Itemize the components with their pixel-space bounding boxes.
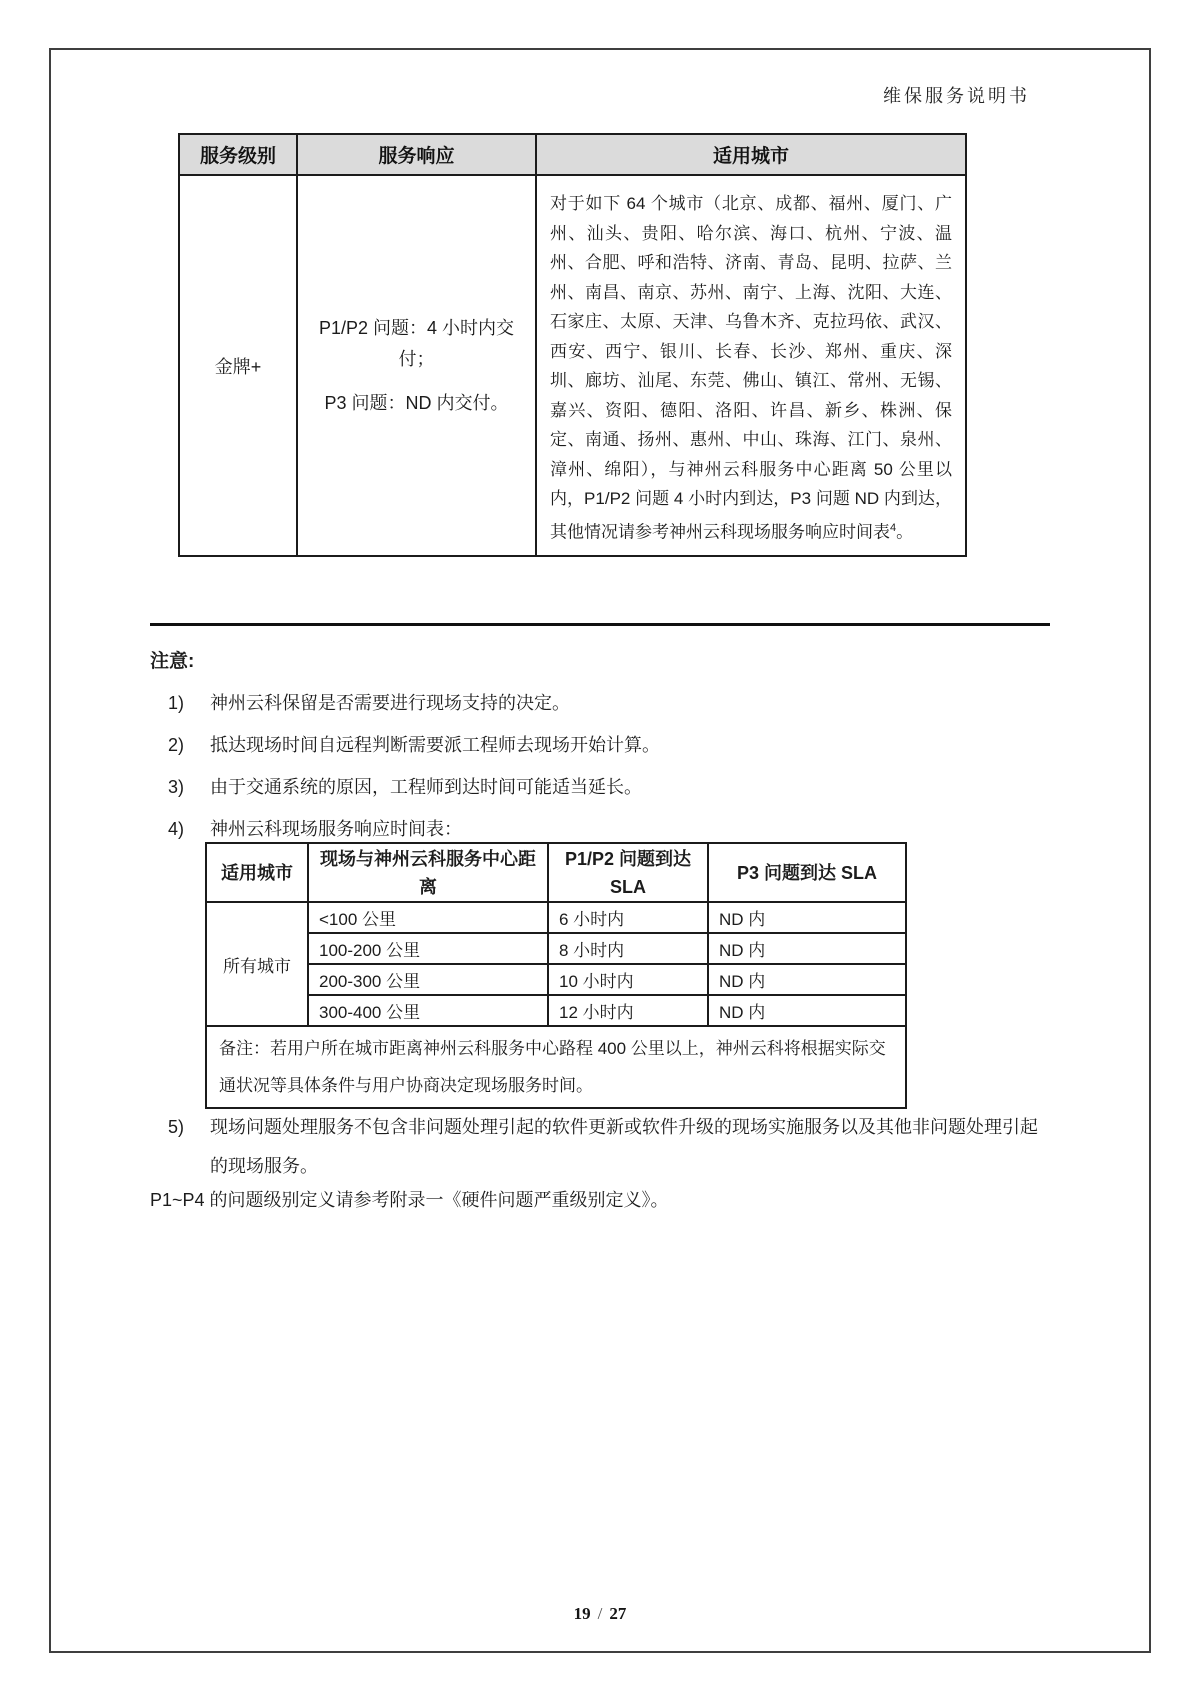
note-item-4: [168, 816, 462, 842]
rt-p1p2-sla-cell: 12 小时内: [548, 995, 708, 1026]
rt-remark-row: [206, 1026, 906, 1108]
response-time-table: [205, 842, 907, 1109]
note-item-1: [168, 690, 570, 716]
response-line-p1p2: P1/P2 问题：4 小时内交付；: [318, 317, 515, 369]
appendix-reference-note: P1~P4 的问题级别定义请参考附录一《硬件问题严重级别定义》。: [150, 1190, 669, 1210]
rt-distance-cell: 200-300 公里: [308, 964, 548, 995]
page-number-separator: /: [597, 1604, 603, 1623]
rt-p1p2-sla-cell: 6 小时内: [548, 902, 708, 933]
page-number-total: 27: [609, 1604, 627, 1623]
rt-row-1: [206, 902, 906, 933]
note-text: 抵达现场时间自远程判断需要派工程师去现场开始计算。: [210, 735, 660, 755]
rt-p3-sla-cell: ND 内: [708, 933, 906, 964]
cities-footnote-ref: 4: [890, 521, 897, 534]
note-number: 5): [168, 1117, 185, 1137]
document-header-title: 维保服务说明书: [883, 86, 1030, 106]
rt-p3-sla-cell: ND 内: [708, 995, 906, 1026]
rt-header-city: 适用城市: [206, 843, 308, 902]
rt-city-scope-cell: 所有城市: [206, 902, 308, 1026]
rt-row-2: [206, 933, 906, 964]
note-item-2: [168, 732, 660, 758]
cities-text: 对于如下 64 个城市（北京、成都、福州、厦门、广州、汕头、贵阳、哈尔滨、海口、杭州、宁波、温州、合肥、呼和浩特、济南、青岛、昆明、拉萨、兰州、南昌、南京、苏州、南宁、上海、沈阳、大连、石家庄、太原、天津、乌鲁木齐、克拉玛依、武汉、西安、西宁、银川、长春、长沙、郑州、重庆、深圳、廊坊、汕尾、东莞、佛山、镇江、常州、无锡、嘉兴、资阳、德阳、洛阳、许昌、新乡、株洲、保定、南通、扬州、惠州、中山、珠海、江门、泉州、漳州、绵阳），与神州云科服务中心距离 50 公里以内，P1/P2 问题 4 小时内到达，P3 问题 ND 内到达，其他情况请参考神州云科现场服务响应时间表: [550, 194, 952, 542]
note-text: 现场问题处理服务不包含非问题处理引起的软件更新或软件升级的现场实施服务以及其他非问题处理引起的现场服务。: [210, 1117, 1038, 1176]
service-table-header-response: 服务响应: [297, 134, 536, 175]
service-table-header-cities: 适用城市: [536, 134, 966, 175]
rt-row-4: [206, 995, 906, 1026]
cities-text-end: 。: [896, 522, 914, 542]
page-footer: [0, 1604, 1200, 1624]
rt-header-p1p2-sla: P1/P2 问题到达 SLA: [548, 843, 708, 902]
rt-remark-cell: 备注：若用户所在城市距离神州云科服务中心路程 400 公里以上，神州云科将根据实际交通状况等具体条件与用户协商决定现场服务时间。: [206, 1026, 906, 1108]
response-time-header-row: [206, 843, 906, 902]
rt-row-3: [206, 964, 906, 995]
rt-distance-cell: 100-200 公里: [308, 933, 548, 964]
rt-p1p2-sla-cell: 8 小时内: [548, 933, 708, 964]
note-text: 神州云科保留是否需要进行现场支持的决定。: [210, 693, 570, 713]
response-line-p3: P3 问题：ND 内交付。: [324, 392, 509, 413]
service-response-cell: [297, 175, 536, 556]
notice-title: 注意:: [150, 651, 195, 672]
note-text: 由于交通系统的原因，工程师到达时间可能适当延长。: [210, 777, 642, 797]
note-number: 3): [168, 777, 185, 797]
rt-header-distance: 现场与神州云科服务中心距离: [308, 843, 548, 902]
rt-p3-sla-cell: ND 内: [708, 964, 906, 995]
note-number: 4): [168, 819, 185, 839]
note-item-3: [168, 774, 642, 800]
service-level-table: [178, 133, 967, 557]
note-item-5: [168, 1108, 1054, 1186]
rt-distance-cell: 300-400 公里: [308, 995, 548, 1026]
service-level-cell: 金牌+: [179, 175, 297, 556]
note-number: 1): [168, 693, 185, 713]
rt-p1p2-sla-cell: 10 小时内: [548, 964, 708, 995]
section-divider-rule: [150, 623, 1050, 626]
service-table-header-level: 服务级别: [179, 134, 297, 175]
rt-p3-sla-cell: ND 内: [708, 902, 906, 933]
service-table-row: [179, 175, 966, 556]
rt-distance-cell: <100 公里: [308, 902, 548, 933]
rt-header-p3-sla: P3 问题到达 SLA: [708, 843, 906, 902]
service-table-header-row: [179, 134, 966, 175]
note-text: 神州云科现场服务响应时间表：: [210, 819, 462, 839]
page-number-current: 19: [573, 1604, 591, 1623]
applicable-cities-cell: [536, 175, 966, 556]
note-number: 2): [168, 735, 185, 755]
